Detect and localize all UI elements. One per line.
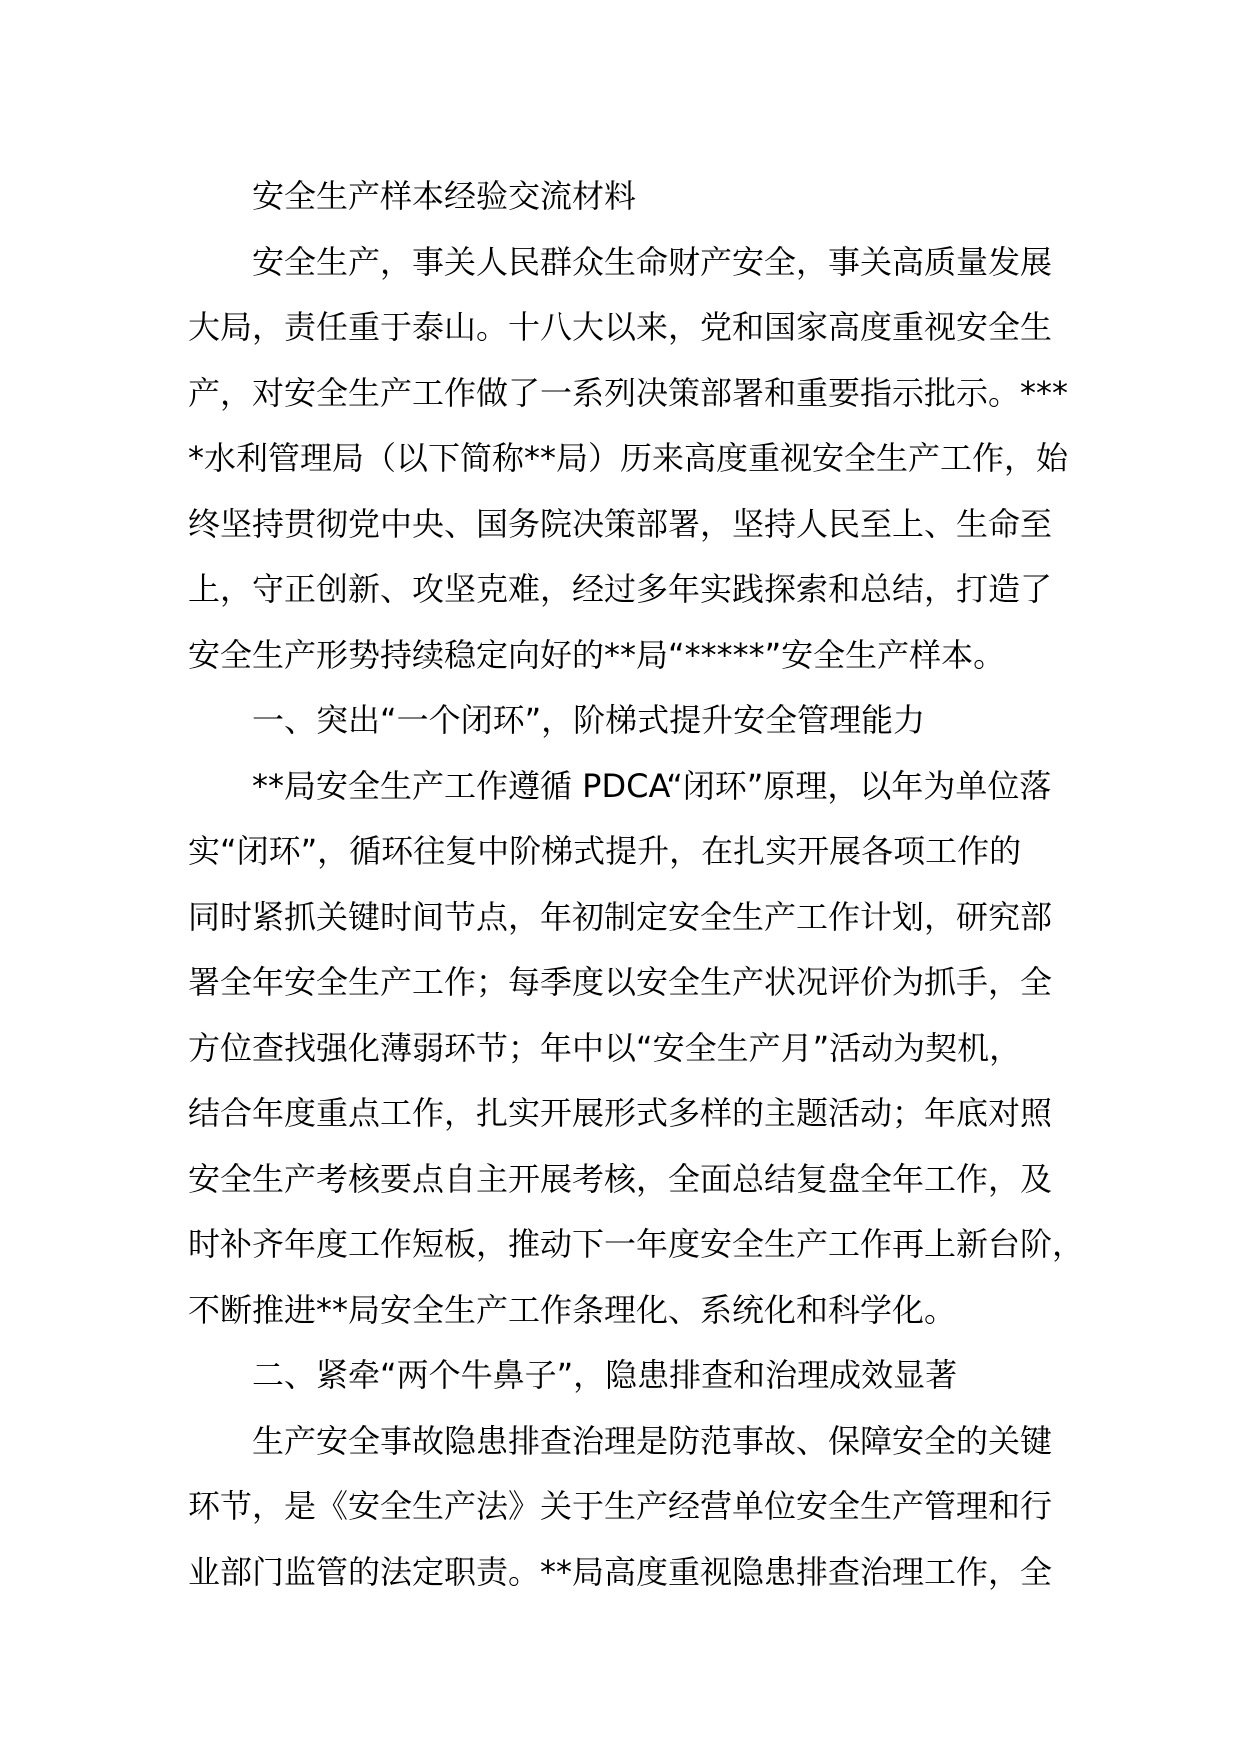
paragraph-line: 业部门监管的法定职责。**局高度重视隐患排查治理工作，全: [188, 1552, 1053, 1591]
paragraph-line: **局安全生产工作遵循 PDCA“闭环”原理，以年为单位落: [252, 766, 1052, 805]
paragraph-line: 上，守正创新、攻坚克难，经过多年实践探索和总结，打造了: [188, 570, 1053, 608]
paragraph-line: 署全年安全生产工作；每季度以安全生产状况评价为抓手，全: [188, 963, 1053, 1001]
paragraph-line: 实“闭环”，循环往复中阶梯式提升，在扎实开展各项工作的: [188, 832, 1022, 870]
paragraph-line: 不断推进**局安全生产工作条理化、系统化和科学化。: [188, 1290, 957, 1329]
document-body: [188, 164, 1088, 1605]
section-heading: 二、紧牵“两个牛鼻子”，隐患排查和治理成效显著: [252, 1356, 958, 1394]
paragraph-line: 方位查找强化薄弱环节；年中以“安全生产月”活动为契机，: [188, 1028, 1022, 1067]
paragraph-line: 环节，是《安全生产法》关于生产经营单位安全生产管理和行: [188, 1487, 1053, 1525]
paragraph-line: 安全生产考核要点自主开展考核，全面总结复盘全年工作，及: [188, 1159, 1053, 1198]
paragraph-line: 时补齐年度工作短板，推动下一年度安全生产工作再上新台阶，: [188, 1225, 1085, 1263]
paragraph-line: *水利管理局（以下简称**局）历来高度重视安全生产工作，始: [188, 439, 1069, 477]
paragraph-line: 安全生产形势持续稳定向好的**局“*****”安全生产样本。: [188, 635, 1006, 674]
document-title: 安全生产样本经验交流材料: [252, 177, 637, 215]
paragraph-line: 生产安全事故隐患排查治理是防范事故、保障安全的关键: [252, 1421, 1053, 1460]
section-heading: 一、突出“一个闭环”，阶梯式提升安全管理能力: [252, 701, 926, 739]
paragraph-line: 安全生产，事关人民群众生命财产安全，事关高质量发展: [252, 242, 1053, 281]
paragraph-line: 产，对安全生产工作做了一系列决策部署和重要指示批示。***: [188, 373, 1069, 412]
paragraph-line: 大局，责任重于泰山。十八大以来，党和国家高度重视安全生: [188, 308, 1053, 346]
paragraph-line: 同时紧抓关键时间节点，年初制定安全生产工作计划，研究部: [188, 897, 1053, 936]
paragraph-line: 结合年度重点工作，扎实开展形式多样的主题活动；年底对照: [188, 1094, 1053, 1132]
paragraph-line: 终坚持贯彻党中央、国务院决策部署，坚持人民至上、生命至: [188, 504, 1053, 543]
